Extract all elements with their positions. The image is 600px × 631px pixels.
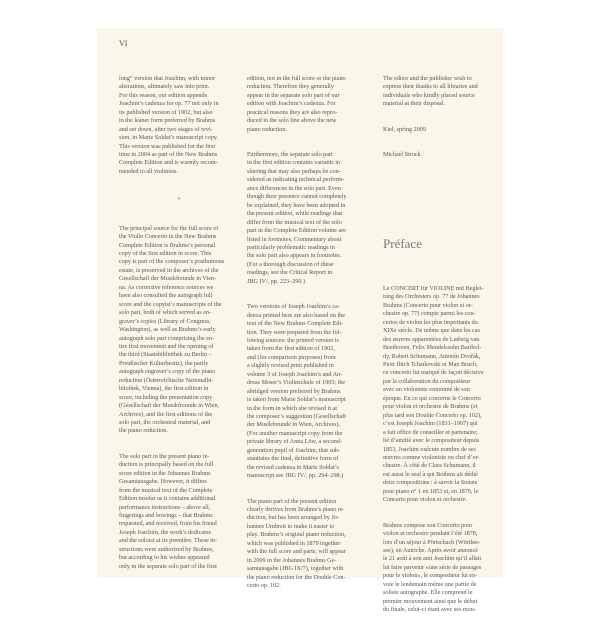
text-line: Complete Edition is Brahms’s personal (119, 241, 216, 249)
text-line: play. Brahms’s original piano reduction, (247, 531, 346, 539)
text-line: duced in the solo line above the new (247, 117, 337, 125)
text-line: from the musical text of the Complete (119, 486, 213, 494)
text-line: appear in the separate solo part of our (247, 91, 340, 99)
text-line: estate, is preserved in the archives of the (119, 266, 219, 274)
text-line: The editor and the publisher wish to (383, 74, 472, 82)
section-heading-preface: Préface (383, 236, 422, 251)
text-line: in the form in which she revised it at (247, 404, 337, 412)
text-line: premier mouvement ainsi que le début (383, 597, 478, 605)
text-line: in the leaner form preferred by Brahms (119, 117, 216, 125)
text-line: lowing sources: the printed version is (247, 336, 339, 344)
column-1 (119, 58, 244, 588)
text-line: private library of Anna Löw, a second- (247, 438, 342, 446)
text-line: structions were authorized by Brahms, (119, 545, 214, 553)
text-line: XIXe siècle. De même que dans les cas (383, 327, 480, 335)
text-line: Two versions of Joseph Joachim’s ca- (247, 303, 340, 311)
text-line: the third (Staatsbibliothek zu Berlin – (119, 351, 212, 359)
text-line: dreas Moser’s Violinschule of 1905; the (247, 379, 346, 387)
text-line: œuvres comme violoniste ou chef d’or- (383, 453, 480, 461)
page-number: VI (119, 39, 128, 48)
text-line: Preußischer Kulturbesitz), the partly (119, 359, 209, 367)
paragraph-preface-intro (383, 285, 495, 505)
text-line: Archives), and the first editions of the (119, 410, 213, 418)
text-line: is taken from Marie Soldat’s manuscript (247, 396, 346, 404)
text-line: pour le violon», le compositeur lui en- (383, 572, 478, 580)
column-2 (247, 58, 373, 607)
paragraph-variants (247, 151, 373, 286)
text-line: Complete Edition and is warmly recom- (119, 159, 218, 167)
text-line: hannes Umbreit to make it easier to (247, 522, 335, 530)
text-line: sion, in Marie Soldat’s manuscript copy. (119, 134, 218, 142)
text-line: edition with Joachim’s cadenza. For (247, 100, 336, 108)
text-line: Gesellschaft der Musikfreunde in Vien- (119, 275, 217, 283)
text-line: the piano reduction for the Double Con- (247, 573, 346, 581)
text-line: differ from the musical text of the solo (247, 218, 342, 226)
text-line: avec un violoniste renommé de son (383, 386, 470, 394)
text-line: graver’s copies (Library of Congress, (119, 317, 211, 325)
text-line: denza printed here are also based on the (247, 311, 345, 319)
text-line: volume 3 of Joseph Joachim’s and An- (247, 370, 343, 378)
text-line: Piotr Ilitch Tchaïkovski et Max Bruch, (383, 360, 478, 368)
text-line: readings, see the Critical Report in (247, 269, 333, 277)
text-line: time in 2004 as part of the New Brahms (119, 150, 218, 158)
text-line: practical reasons they are also repro- (247, 108, 338, 116)
text-line: and set down, after two stages of revi- (119, 125, 213, 133)
text-line: Le CONCERT für VIOLINE mit Beglei- (383, 284, 484, 292)
paragraph-edition (247, 75, 373, 134)
paragraph-cadenza (119, 75, 244, 176)
text-line: the present edition, while readings that (247, 210, 343, 218)
text-line: Beethoven, Felix Mendelssohn Barthol- (383, 344, 482, 352)
text-line: du finale, celui-ci étant avec ses mou- (383, 606, 476, 614)
text-line: generation pupil of Joachim, that sub- (247, 446, 341, 454)
text-line: sidered as indicating technical perform- (247, 176, 345, 184)
text-line: particularly problematic readings in (247, 243, 335, 251)
text-line: certos de violon les plus importants du (383, 318, 478, 326)
text-line: only in the separate solo part of the first (119, 562, 217, 570)
paragraph-preface-composition (383, 522, 495, 615)
text-line: soliste autographe. Elle comprend le (383, 589, 473, 597)
text-line: lui faire parvenir «une série de passages (383, 563, 482, 571)
text-line: est aussi le seul à qui Brahms ait dédié (383, 470, 478, 478)
text-line: autograph engraver’s copy of the piano (119, 368, 216, 376)
text-line: autograph solo part comprising the en- (119, 334, 214, 342)
text-line: in the first edition contains variants in (247, 159, 341, 167)
text-line: Gesamtausgabe. However, it differs (119, 478, 207, 486)
text-line: reduction. Therefore they generally (247, 83, 334, 91)
text-line: performance instructions – above all, (119, 503, 211, 511)
text-line: reduction (Österreichische Nationalbi- (119, 376, 214, 384)
text-line: the composer’s suggestion (Gesellschaft (247, 413, 346, 421)
text-line: Joseph Joachim, the work’s dedicatee (119, 528, 212, 536)
text-line: mended to all violinists. (119, 167, 178, 175)
text-line: For this reason, our edition appends (119, 91, 207, 99)
document-page (97, 28, 503, 614)
text-line: des œuvres apparentées de Ludwig van (383, 335, 480, 343)
text-line: c’est Joseph Joachim (1831–1907) qui (383, 420, 478, 428)
text-line: listed in footnotes. Commentary about (247, 235, 342, 243)
text-line: piano reduction. (247, 125, 287, 133)
paragraph-sources (119, 225, 244, 436)
text-line: époque. En ce qui concerne le Concerto (383, 394, 481, 402)
text-line: a slightly revised print published in (247, 362, 334, 370)
text-line: the revised cadenza in Marie Soldat’s (247, 463, 339, 471)
text-line: The solo part in the present piano re- (119, 452, 210, 460)
text-line: part in the Complete Edition volume are (247, 227, 346, 235)
text-line: voie le lendemain même une partie de (383, 580, 477, 588)
text-line: duction, but has been arranged by Jo- (247, 514, 339, 522)
text-line: Washington), as well as Brahms’s early (119, 326, 216, 334)
text-line: samtausgabe (JBG IX/7), together with (247, 565, 344, 573)
text-line: pour piano n° 1 en 1853 et, en 1879, le (383, 487, 479, 495)
text-line: text of the New Brahms Complete Edi- (247, 320, 344, 328)
text-line: Concerto pour violon et orchestre. (383, 496, 468, 504)
text-line: tire first movement and the opening of (119, 342, 214, 350)
text-line: bliothek, Vienna), the first edition in (119, 385, 209, 393)
text-line: ance differences in the solo part. Even (247, 184, 341, 192)
text-line: the Violin Concerto in the New Brahms (119, 233, 217, 241)
text-line: le 21 août à son ami Joachim qu’il allait (383, 555, 482, 563)
text-line: plus tard son Double Concerto op. 102), (383, 411, 482, 419)
text-line: This version was published for the first (119, 142, 216, 150)
text-line: see), en Autriche. Après avoir annoncé (383, 546, 478, 554)
text-line: (For another manuscript copy from the (247, 429, 343, 437)
text-line: and the soloist at its première. These in- (119, 537, 218, 545)
text-line: Furthermore, the separate solo part (247, 150, 333, 158)
text-line: deux compositions : à savoir la Sonate (383, 479, 478, 487)
text-line: chestre op. 77) compte parmi les con- (383, 310, 476, 318)
text-line: (For a thorough discussion of these (247, 260, 334, 268)
text-line: requested, and received, from his friend (119, 520, 217, 528)
text-line: lors d’un séjour à Pörtschach (Wörther- (383, 538, 481, 546)
text-line: solo part, both of which served as en- (119, 309, 212, 317)
text-line: tion. They were prepared from the fol- (247, 328, 342, 336)
text-line: material at their disposal. (383, 100, 446, 108)
text-line: long” version that Joachim, with minor (119, 74, 216, 82)
paragraph-thanks (383, 75, 495, 109)
text-line: clearly derives from Brahms’s piano re- (247, 506, 345, 514)
text-line: tung des Orchesters op. 77 de Johannes (383, 293, 480, 301)
text-line: The principal source for the full score of (119, 224, 219, 232)
author-name: Michael Struck (383, 150, 421, 158)
text-line: its published version of 1902, but also (119, 108, 213, 116)
text-line: solo part, the orchestral material, and (119, 419, 211, 427)
text-line: Brahms (Concerto pour violon et or- (383, 301, 473, 309)
text-line: though their presence cannot completely (247, 193, 347, 201)
text-line: have also consulted the autograph full (119, 292, 213, 300)
text-line: but according to his wishes appeared (119, 554, 210, 562)
text-line: pour violon et orchestre de Brahms (et (383, 403, 478, 411)
text-line: Edition insofar as it contains additional (119, 495, 216, 503)
paragraph-piano-part (247, 498, 373, 591)
text-line: edition, not in the full score or the piano (247, 74, 346, 82)
text-line: copy of the first edition in score. This (119, 249, 212, 257)
text-line: score edition in the Johannes Brahms (119, 469, 211, 477)
text-line: 1853, Joachim exécute nombre de ses (383, 445, 476, 453)
text-line: lié d’amitié avec le compositeur depuis (383, 437, 480, 445)
text-line: der Musikfreunde in Wien, Archives). (247, 421, 341, 429)
text-line: taken from the first edition of 1902, (247, 345, 335, 353)
text-line: Joachim’s cadenza for op. 77 not only in (119, 100, 219, 108)
column-3-preface (383, 268, 495, 631)
text-line: Brahms compose son Concerto pour (383, 521, 473, 529)
text-line: (Gesellschaft der Musikfreunde in Wien, (119, 402, 220, 410)
text-line: dy, Robert Schumann, Antonín Dvořák, (383, 352, 481, 360)
text-line: fingerings and bowings – that Brahms (119, 512, 213, 520)
text-line: score, including the presentation copy (119, 393, 213, 401)
text-line: manuscript see JBG IV/, pp. 294–298.) (247, 472, 344, 480)
text-line: the solo part also appears in footnotes. (247, 252, 342, 260)
text-line: which was published in 1879 together (247, 539, 341, 547)
text-line: violon et orchestre pendant l’été 1878, (383, 530, 478, 538)
text-line: alterations, ultimately saw into print. (119, 83, 210, 91)
text-line: be explained, they have been adopted in (247, 201, 346, 209)
text-line: na. As corrective reference sources we (119, 283, 214, 291)
paragraph-cadenza-versions (247, 303, 373, 481)
place-date: Kiel, spring 2009 (383, 125, 426, 133)
text-line: a fait office de conseiller et partenaire; (383, 428, 478, 436)
text-line: chestre. À côté de Clara Schumann, il (383, 462, 476, 470)
text-line: with the full score and parts, will appear (247, 548, 346, 556)
text-line: duction is principally based on the full (119, 461, 214, 469)
text-line: express their thanks to all libraries and (383, 83, 478, 91)
text-line: certo op. 102. (247, 582, 281, 590)
section-ornament: * (177, 196, 181, 205)
paragraph-solo-part (119, 453, 244, 571)
text-line: slurring that may also perhaps be con- (247, 167, 341, 175)
text-line: score and the copyist’s manuscripts of the (119, 300, 222, 308)
text-line: and (for comparison purposes) from (247, 353, 336, 361)
text-line: stantiates the final, definitive form of (247, 455, 339, 463)
text-line: JBG IV/, pp. 223–290.) (247, 277, 305, 285)
text-line: abridged version preferred by Brahms (247, 387, 341, 395)
text-line: copy is part of the composer’s posthumous (119, 258, 225, 266)
text-line: individuals who kindly placed source (383, 91, 475, 99)
column-3-top (383, 58, 495, 176)
text-line: the piano reduction. (119, 427, 168, 435)
text-line: par la collaboration du compositeur (383, 377, 471, 385)
text-line: The piano part of the present edition (247, 497, 337, 505)
text-line: ce concerto fut marqué de façon décisive (383, 369, 484, 377)
text-line: in 2009 in the Johannes Brahms Ge- (247, 556, 337, 564)
